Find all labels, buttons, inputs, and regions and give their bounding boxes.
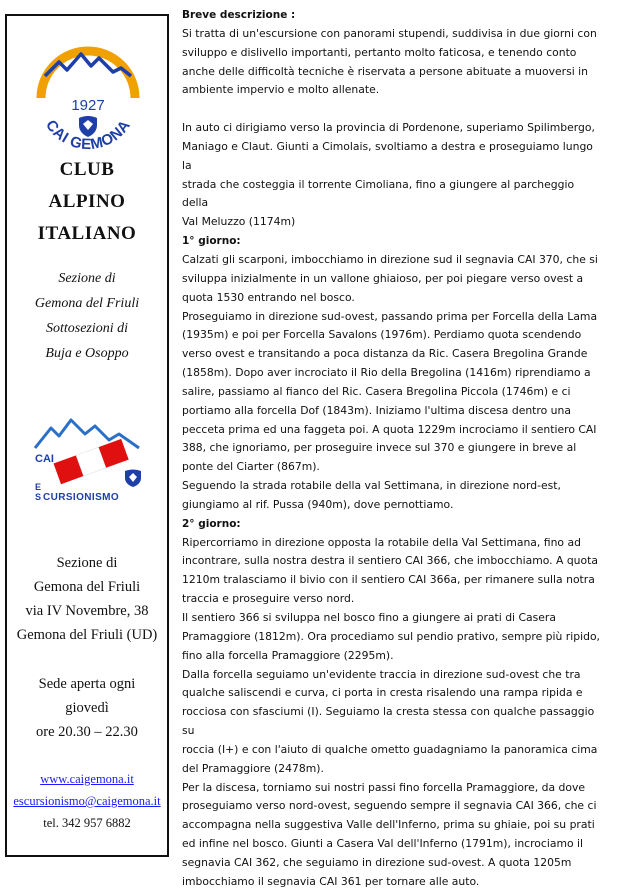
opening-hours-line: giovedì (65, 700, 109, 716)
svg-text:CAI: CAI (35, 453, 54, 465)
text-line: Calzati gli scarponi, imbocchiamo in direzione sud il segnavia CAI 370, che si (182, 252, 598, 266)
text-line: 1210m tralasciamo il bivio con il sentiero CAI 366a, per rimanere sulla notra (182, 573, 595, 587)
text-line: portiamo alla forcella Dof (1843m). Iniziamo l'ultima discesa dentro una (182, 403, 571, 417)
text-line: ponte del Ciarter (867m). (182, 460, 320, 474)
text-line: Proseguiamo in direzione sud-ovest, passando prima per Forcella della Lama (182, 309, 598, 323)
sidebar-panel (5, 14, 169, 857)
text-line: (1858m). Dopo aver incrociato il Rio della Bregolina (1416m) riprendiamo a (182, 366, 591, 380)
opening-hours-line: ore 20.30 – 22.30 (36, 724, 138, 740)
text-line: verso ovest e transitando a poca distanza da Ric. Casera Bregolina Grande (182, 347, 588, 361)
text-line: Seguendo la strada rotabile della val Settimana, in direzione nord-est, (182, 479, 561, 493)
text-line: imbocchiamo il segnavia CAI 361 per tornare alle auto. (182, 874, 480, 888)
day2-paragraph (182, 534, 602, 892)
text-line: roccia (I+) e con l'aiuto di qualche ometto guadagniamo la panoramica cima (182, 742, 598, 756)
svg-text:E: E (35, 482, 42, 492)
address-line: Gemona del Friuli (UD) (16, 627, 158, 643)
address-block (7, 551, 167, 647)
cai-escursionismo-logo (29, 408, 147, 504)
text-line: quota 1530 entrando nel bosco. (182, 290, 355, 304)
text-line: Il sentiero 366 si sviluppa nel bosco fino a giungere ai prati di Casera (182, 611, 556, 624)
svg-text:S: S (35, 492, 42, 502)
text-line: Val Meluzzo (1174m) (182, 215, 296, 229)
description-paragraph (182, 25, 602, 100)
phone-number: tel. 342 957 6882 (43, 816, 131, 830)
text-line: 388, che ignoriamo, per proseguire invece sul 370 e giungere in breve al (182, 441, 577, 455)
sezione-line: Buja e Osoppo (45, 346, 129, 361)
svg-text:1927: 1927 (71, 97, 105, 114)
text-line: Ripercorriamo in direzione opposta la rotabile della Val Settimana, fino ad (182, 535, 581, 549)
excursion-description (182, 6, 602, 892)
text-line: Maniago e Claut. Giunti a Cimolais, svoltiamo a destra e proseguiamo lungo la (182, 139, 593, 172)
text-line: In auto ci dirigiamo verso la provincia di Pordenone, superiamo Spilimbergo, (182, 121, 595, 135)
text-line: giungiamo al rif. Pussa (940m), dove pernottiamo. (182, 497, 454, 511)
text-line: pecceta prima ed una faggeta poi. A quota 1229m incrociamo il sentiero CAI (182, 422, 597, 436)
day2-heading: 2° giorno: (182, 517, 241, 530)
text-line: rocciosa con sfasciumi (I). Seguiamo la cresta stessa con qualche passaggio su (182, 705, 595, 738)
website-link[interactable]: www.caigemona.it (40, 772, 134, 786)
day1-paragraph (182, 251, 602, 515)
club-title-line: ALPINO (48, 191, 126, 212)
address-line: Gemona del Friuli (33, 579, 141, 595)
text-line: sviluppa inizialmente in un vallone ghiaioso, per poi piegare verso ovest a (182, 271, 584, 285)
text-line: Dalla forcella seguiamo un'evidente traccia in direzione sud-ovest che tra (182, 667, 581, 681)
text-line: segnavia CAI 362, che seguiamo in direzione sud-ovest. A quota 1205m (182, 855, 572, 869)
club-title-line: ITALIANO (37, 223, 137, 244)
text-line: (1935m) e poi per Forcella Savalons (1976m). Perdiamo quota scendendo (182, 328, 582, 342)
text-line: ambiente impervio e molto allenate. (182, 83, 380, 97)
text-line: anche delle difficoltà tecniche è riservata a persone abituate a muoversi in (182, 64, 589, 78)
sezione-line: Sottosezioni di (45, 321, 129, 336)
text-line: proseguiamo verso nord-ovest, seguendo sempre il segnavia CAI 366, che ci (182, 799, 597, 813)
cai-gemona-logo (25, 28, 151, 154)
svg-text:CURSIONISMO: CURSIONISMO (43, 492, 120, 503)
text-line: ed infine nel bosco. Giunti a Casera Val dell'Inferno (1791m), incrociamo il (182, 837, 584, 851)
sezione-line: Sezione di (58, 271, 116, 286)
svg-text:CAI GEMONA: CAI GEMONA (42, 116, 134, 154)
opening-hours-line: Sede aperta ogni (38, 676, 136, 692)
club-title (7, 154, 167, 250)
contacts-block (7, 768, 167, 834)
text-line: Si tratta di un'escursione con panorami stupendi, suddivisa in due giorni con (182, 26, 597, 40)
address-line: via IV Novembre, 38 (25, 603, 149, 619)
spacer (182, 100, 602, 119)
text-line: Per la discesa, torniamo sui nostri passi fino forcella Pramaggiore, da dove (182, 780, 586, 794)
text-line: strada che costeggia il torrente Cimoliana, fino a giungere al parcheggio della (182, 177, 575, 210)
text-line: sviluppo e dislivello importanti, pertanto molto faticosa, e tenendo conto (182, 45, 577, 59)
text-line: del Pramaggiore (2478m). (182, 761, 324, 775)
text-line: accompagna nella suggestiva Valle dell'Inferno, prima su ghiaie, poi su prati (182, 818, 595, 832)
text-line: traccia e proseguire verso nord. (182, 592, 355, 606)
sezione-block (7, 266, 167, 366)
address-line: Sezione di (56, 555, 118, 571)
club-title-line: CLUB (59, 159, 115, 180)
day1-heading: 1° giorno: (182, 235, 241, 248)
email-link[interactable]: escursionismo@caigemona.it (13, 794, 161, 808)
car-approach-paragraph (182, 119, 602, 232)
text-line: Pramaggiore (1812m). Ora procediamo sul pendio prativo, sempre più ripido, (182, 629, 600, 643)
text-line: fino alla forcella Pramaggiore (2295m). (182, 648, 394, 662)
text-line: incontrare, sulla nostra destra il sentiero CAI 366, che imbocchiamo. A quota (182, 554, 598, 568)
description-heading: Breve descrizione : (182, 9, 296, 21)
text-line: qualche saliscendi e curva, ci porta in cresta risalendo una rampa ripida e (182, 686, 583, 700)
text-line: salire, passiamo al fianco del Ric. Casera Bregolina Piccola (1746m) e ci (182, 384, 571, 398)
opening-hours-block (7, 672, 167, 744)
sezione-line: Gemona del Friuli (34, 296, 140, 311)
